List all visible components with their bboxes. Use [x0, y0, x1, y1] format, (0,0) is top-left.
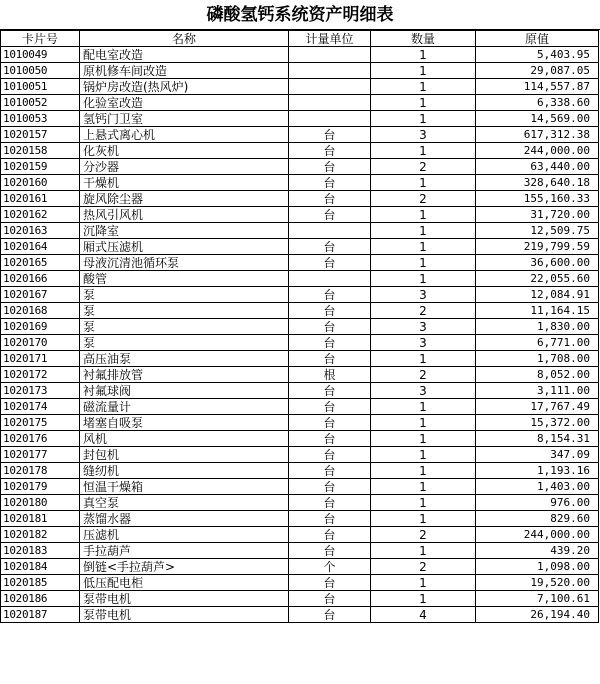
cell-name[interactable]: 母液沉清池循环泵 — [80, 255, 289, 271]
cell-unit[interactable]: 台 — [289, 479, 371, 495]
cell-card-no[interactable]: 1020184 — [1, 559, 80, 575]
cell-quantity[interactable]: 2 — [371, 191, 476, 207]
cell-quantity[interactable]: 1 — [371, 239, 476, 255]
table-row — [1, 223, 599, 239]
cell-name[interactable]: 热风引风机 — [80, 207, 289, 223]
cell-card-no[interactable]: 1020166 — [1, 271, 80, 287]
cell-name[interactable]: 真空泵 — [80, 495, 289, 511]
cell-card-no[interactable]: 1020172 — [1, 367, 80, 383]
cell-card-no[interactable]: 1020186 — [1, 591, 80, 607]
cell-name[interactable]: 配电室改造 — [80, 47, 289, 63]
cell-name[interactable]: 堵塞自吸泵 — [80, 415, 289, 431]
cell-original-value[interactable]: 19,520.00 — [476, 575, 599, 591]
cell-original-value[interactable]: 63,440.00 — [476, 159, 599, 175]
cell-name[interactable]: 风机 — [80, 431, 289, 447]
cell-quantity[interactable]: 3 — [371, 287, 476, 303]
cell-original-value[interactable]: 12,509.75 — [476, 223, 599, 239]
table-row — [1, 431, 599, 447]
cell-name[interactable]: 压滤机 — [80, 527, 289, 543]
table-row — [1, 543, 599, 559]
cell-name[interactable]: 衬氟排放管 — [80, 367, 289, 383]
table-row — [1, 367, 599, 383]
cell-quantity[interactable]: 1 — [371, 111, 476, 127]
cell-original-value[interactable]: 347.09 — [476, 447, 599, 463]
cell-unit[interactable]: 台 — [289, 175, 371, 191]
cell-name[interactable]: 泵 — [80, 287, 289, 303]
cell-name[interactable]: 封包机 — [80, 447, 289, 463]
cell-original-value[interactable]: 439.20 — [476, 543, 599, 559]
cell-original-value[interactable]: 328,640.18 — [476, 175, 599, 191]
table-row — [1, 143, 599, 159]
table-row — [1, 479, 599, 495]
cell-original-value[interactable]: 155,160.33 — [476, 191, 599, 207]
table-row — [1, 559, 599, 575]
header-row — [1, 31, 599, 47]
table-row — [1, 95, 599, 111]
cell-original-value[interactable]: 11,164.15 — [476, 303, 599, 319]
cell-card-no[interactable]: 1020183 — [1, 543, 80, 559]
table-row — [1, 127, 599, 143]
cell-unit[interactable]: 根 — [289, 367, 371, 383]
table-row — [1, 111, 599, 127]
cell-original-value[interactable]: 1,098.00 — [476, 559, 599, 575]
cell-card-no[interactable]: 1020167 — [1, 287, 80, 303]
cell-unit[interactable]: 台 — [289, 575, 371, 591]
cell-name[interactable]: 沉降室 — [80, 223, 289, 239]
cell-quantity[interactable]: 1 — [371, 543, 476, 559]
cell-unit[interactable]: 台 — [289, 511, 371, 527]
table-row — [1, 527, 599, 543]
cell-unit[interactable]: 台 — [289, 191, 371, 207]
table-body — [1, 47, 599, 623]
cell-original-value[interactable]: 829.60 — [476, 511, 599, 527]
cell-original-value[interactable]: 3,111.00 — [476, 383, 599, 399]
cell-unit[interactable]: 台 — [289, 607, 371, 623]
cell-quantity[interactable]: 1 — [371, 351, 476, 367]
cell-unit[interactable]: 台 — [289, 255, 371, 271]
cell-unit[interactable] — [289, 111, 371, 127]
cell-quantity[interactable]: 1 — [371, 415, 476, 431]
cell-card-no[interactable]: 1020177 — [1, 447, 80, 463]
cell-quantity[interactable]: 1 — [371, 463, 476, 479]
cell-unit[interactable]: 台 — [289, 287, 371, 303]
cell-name[interactable]: 泵 — [80, 335, 289, 351]
cell-name[interactable]: 手拉葫芦 — [80, 543, 289, 559]
cell-quantity[interactable]: 1 — [371, 511, 476, 527]
cell-original-value[interactable]: 244,000.00 — [476, 143, 599, 159]
cell-unit[interactable]: 台 — [289, 415, 371, 431]
cell-name[interactable]: 泵 — [80, 303, 289, 319]
cell-unit[interactable]: 台 — [289, 383, 371, 399]
cell-card-no[interactable]: 1020180 — [1, 495, 80, 511]
cell-name[interactable]: 旋风除尘器 — [80, 191, 289, 207]
cell-original-value[interactable]: 17,767.49 — [476, 399, 599, 415]
cell-unit[interactable]: 台 — [289, 591, 371, 607]
cell-name[interactable]: 氢钙门卫室 — [80, 111, 289, 127]
cell-original-value[interactable]: 22,055.60 — [476, 271, 599, 287]
cell-unit[interactable] — [289, 79, 371, 95]
cell-quantity[interactable]: 1 — [371, 431, 476, 447]
cell-quantity[interactable]: 1 — [371, 143, 476, 159]
table-row — [1, 303, 599, 319]
table-row — [1, 255, 599, 271]
cell-quantity[interactable]: 1 — [371, 47, 476, 63]
cell-original-value[interactable]: 31,720.00 — [476, 207, 599, 223]
cell-name[interactable]: 泵带电机 — [80, 591, 289, 607]
cell-unit[interactable]: 台 — [289, 543, 371, 559]
cell-card-no[interactable]: 1020163 — [1, 223, 80, 239]
table-row — [1, 287, 599, 303]
cell-unit[interactable]: 台 — [289, 127, 371, 143]
cell-unit[interactable]: 台 — [289, 159, 371, 175]
cell-name[interactable]: 上悬式离心机 — [80, 127, 289, 143]
cell-card-no[interactable]: 1010052 — [1, 95, 80, 111]
cell-unit[interactable]: 台 — [289, 319, 371, 335]
cell-card-no[interactable]: 1010051 — [1, 79, 80, 95]
cell-card-no[interactable]: 1020159 — [1, 159, 80, 175]
cell-original-value[interactable]: 219,799.59 — [476, 239, 599, 255]
cell-name[interactable]: 分沙器 — [80, 159, 289, 175]
table-row — [1, 399, 599, 415]
table-row — [1, 191, 599, 207]
cell-quantity[interactable]: 2 — [371, 367, 476, 383]
cell-name[interactable]: 磁流量计 — [80, 399, 289, 415]
cell-name[interactable]: 酸管 — [80, 271, 289, 287]
cell-quantity[interactable]: 3 — [371, 335, 476, 351]
cell-original-value[interactable]: 15,372.00 — [476, 415, 599, 431]
cell-name[interactable]: 高压油泵 — [80, 351, 289, 367]
table-row — [1, 175, 599, 191]
cell-unit[interactable]: 台 — [289, 335, 371, 351]
cell-quantity[interactable]: 1 — [371, 207, 476, 223]
cell-quantity[interactable]: 2 — [371, 159, 476, 175]
cell-name[interactable]: 缝纫机 — [80, 463, 289, 479]
cell-name[interactable]: 化灰机 — [80, 143, 289, 159]
cell-unit[interactable]: 台 — [289, 239, 371, 255]
cell-card-no[interactable]: 1020176 — [1, 431, 80, 447]
cell-card-no[interactable]: 1020179 — [1, 479, 80, 495]
cell-quantity[interactable]: 2 — [371, 303, 476, 319]
cell-name[interactable]: 原机修车间改造 — [80, 63, 289, 79]
cell-original-value[interactable]: 5,403.95 — [476, 47, 599, 63]
cell-unit[interactable]: 台 — [289, 431, 371, 447]
table-row — [1, 207, 599, 223]
cell-original-value[interactable]: 8,154.31 — [476, 431, 599, 447]
cell-card-no[interactable]: 1020181 — [1, 511, 80, 527]
cell-name[interactable]: 泵带电机 — [80, 607, 289, 623]
cell-card-no[interactable]: 1010050 — [1, 63, 80, 79]
cell-quantity[interactable]: 2 — [371, 559, 476, 575]
table-row — [1, 159, 599, 175]
cell-original-value[interactable]: 14,569.00 — [476, 111, 599, 127]
cell-unit[interactable] — [289, 63, 371, 79]
table-row — [1, 495, 599, 511]
cell-name[interactable]: 锅炉房改造(热风炉) — [80, 79, 289, 95]
header-card-no[interactable]: 卡片号 — [1, 31, 80, 47]
cell-quantity[interactable]: 4 — [371, 607, 476, 623]
table-row — [1, 239, 599, 255]
cell-quantity[interactable]: 1 — [371, 447, 476, 463]
header-unit[interactable]: 计量单位 — [289, 31, 371, 47]
table-row — [1, 463, 599, 479]
cell-quantity[interactable]: 1 — [371, 223, 476, 239]
table-row — [1, 79, 599, 95]
table-row — [1, 575, 599, 591]
cell-quantity[interactable]: 1 — [371, 575, 476, 591]
cell-original-value[interactable]: 617,312.38 — [476, 127, 599, 143]
cell-card-no[interactable]: 1020168 — [1, 303, 80, 319]
cell-quantity[interactable]: 1 — [371, 95, 476, 111]
cell-card-no[interactable]: 1020178 — [1, 463, 80, 479]
cell-quantity[interactable]: 1 — [371, 271, 476, 287]
cell-unit[interactable] — [289, 95, 371, 111]
cell-card-no[interactable]: 1020165 — [1, 255, 80, 271]
table-row — [1, 63, 599, 79]
header-original-value[interactable]: 原值 — [476, 31, 599, 47]
cell-card-no[interactable]: 1020164 — [1, 239, 80, 255]
cell-quantity[interactable]: 3 — [371, 127, 476, 143]
sheet-title: 磷酸氢钙系统资产明细表 — [0, 0, 600, 30]
cell-unit[interactable]: 台 — [289, 399, 371, 415]
cell-name[interactable]: 衬氟球阀 — [80, 383, 289, 399]
cell-card-no[interactable]: 1020175 — [1, 415, 80, 431]
cell-original-value[interactable]: 29,087.05 — [476, 63, 599, 79]
table-row — [1, 351, 599, 367]
table-row — [1, 591, 599, 607]
table-row — [1, 415, 599, 431]
cell-unit[interactable] — [289, 47, 371, 63]
cell-name[interactable]: 蒸馏水器 — [80, 511, 289, 527]
cell-unit[interactable]: 台 — [289, 463, 371, 479]
cell-card-no[interactable]: 1020157 — [1, 127, 80, 143]
cell-original-value[interactable]: 114,557.87 — [476, 79, 599, 95]
cell-quantity[interactable]: 1 — [371, 399, 476, 415]
cell-original-value[interactable]: 7,100.61 — [476, 591, 599, 607]
cell-card-no[interactable]: 1020169 — [1, 319, 80, 335]
table-row — [1, 607, 599, 623]
cell-original-value[interactable]: 976.00 — [476, 495, 599, 511]
cell-card-no[interactable]: 1020162 — [1, 207, 80, 223]
cell-unit[interactable]: 台 — [289, 351, 371, 367]
cell-quantity[interactable]: 2 — [371, 527, 476, 543]
cell-original-value[interactable]: 8,052.00 — [476, 367, 599, 383]
cell-original-value[interactable]: 36,600.00 — [476, 255, 599, 271]
cell-quantity[interactable]: 1 — [371, 495, 476, 511]
cell-card-no[interactable]: 1020173 — [1, 383, 80, 399]
table-row — [1, 47, 599, 63]
cell-name[interactable]: 干燥机 — [80, 175, 289, 191]
cell-unit[interactable] — [289, 271, 371, 287]
table-row — [1, 271, 599, 287]
cell-card-no[interactable]: 1010049 — [1, 47, 80, 63]
header-quantity[interactable]: 数量 — [371, 31, 476, 47]
cell-card-no[interactable]: 1020170 — [1, 335, 80, 351]
cell-quantity[interactable]: 1 — [371, 175, 476, 191]
cell-original-value[interactable]: 1,403.00 — [476, 479, 599, 495]
cell-card-no[interactable]: 1020160 — [1, 175, 80, 191]
table-row — [1, 511, 599, 527]
cell-original-value[interactable]: 1,193.16 — [476, 463, 599, 479]
cell-card-no[interactable]: 1020158 — [1, 143, 80, 159]
cell-card-no[interactable]: 1020161 — [1, 191, 80, 207]
cell-card-no[interactable]: 1020174 — [1, 399, 80, 415]
cell-card-no[interactable]: 1020182 — [1, 527, 80, 543]
cell-name[interactable]: 恒温干燥箱 — [80, 479, 289, 495]
cell-original-value[interactable]: 1,830.00 — [476, 319, 599, 335]
cell-quantity[interactable]: 1 — [371, 63, 476, 79]
table-row — [1, 319, 599, 335]
cell-unit[interactable]: 台 — [289, 143, 371, 159]
cell-name[interactable]: 化验室改造 — [80, 95, 289, 111]
table-row — [1, 335, 599, 351]
cell-original-value[interactable]: 6,771.00 — [476, 335, 599, 351]
cell-unit[interactable]: 台 — [289, 303, 371, 319]
cell-quantity[interactable]: 3 — [371, 383, 476, 399]
cell-quantity[interactable]: 1 — [371, 591, 476, 607]
cell-name[interactable]: 低压配电柜 — [80, 575, 289, 591]
cell-unit[interactable]: 台 — [289, 495, 371, 511]
cell-card-no[interactable]: 1020185 — [1, 575, 80, 591]
cell-card-no[interactable]: 1020171 — [1, 351, 80, 367]
cell-card-no[interactable]: 1010053 — [1, 111, 80, 127]
cell-original-value[interactable]: 6,338.60 — [476, 95, 599, 111]
cell-original-value[interactable]: 12,084.91 — [476, 287, 599, 303]
cell-original-value[interactable]: 244,000.00 — [476, 527, 599, 543]
header-name[interactable]: 名称 — [80, 31, 289, 47]
cell-name[interactable]: 厢式压滤机 — [80, 239, 289, 255]
cell-unit[interactable]: 台 — [289, 207, 371, 223]
cell-card-no[interactable]: 1020187 — [1, 607, 80, 623]
cell-quantity[interactable]: 1 — [371, 79, 476, 95]
asset-table — [0, 30, 599, 623]
cell-quantity[interactable]: 3 — [371, 319, 476, 335]
table-row — [1, 383, 599, 399]
cell-original-value[interactable]: 26,194.40 — [476, 607, 599, 623]
cell-original-value[interactable]: 1,708.00 — [476, 351, 599, 367]
cell-quantity[interactable]: 1 — [371, 479, 476, 495]
cell-name[interactable]: 倒链<手拉葫芦> — [80, 559, 289, 575]
cell-unit[interactable] — [289, 223, 371, 239]
table-row — [1, 447, 599, 463]
cell-name[interactable]: 泵 — [80, 319, 289, 335]
cell-unit[interactable]: 台 — [289, 447, 371, 463]
cell-quantity[interactable]: 1 — [371, 255, 476, 271]
cell-unit[interactable]: 个 — [289, 559, 371, 575]
cell-unit[interactable]: 台 — [289, 527, 371, 543]
